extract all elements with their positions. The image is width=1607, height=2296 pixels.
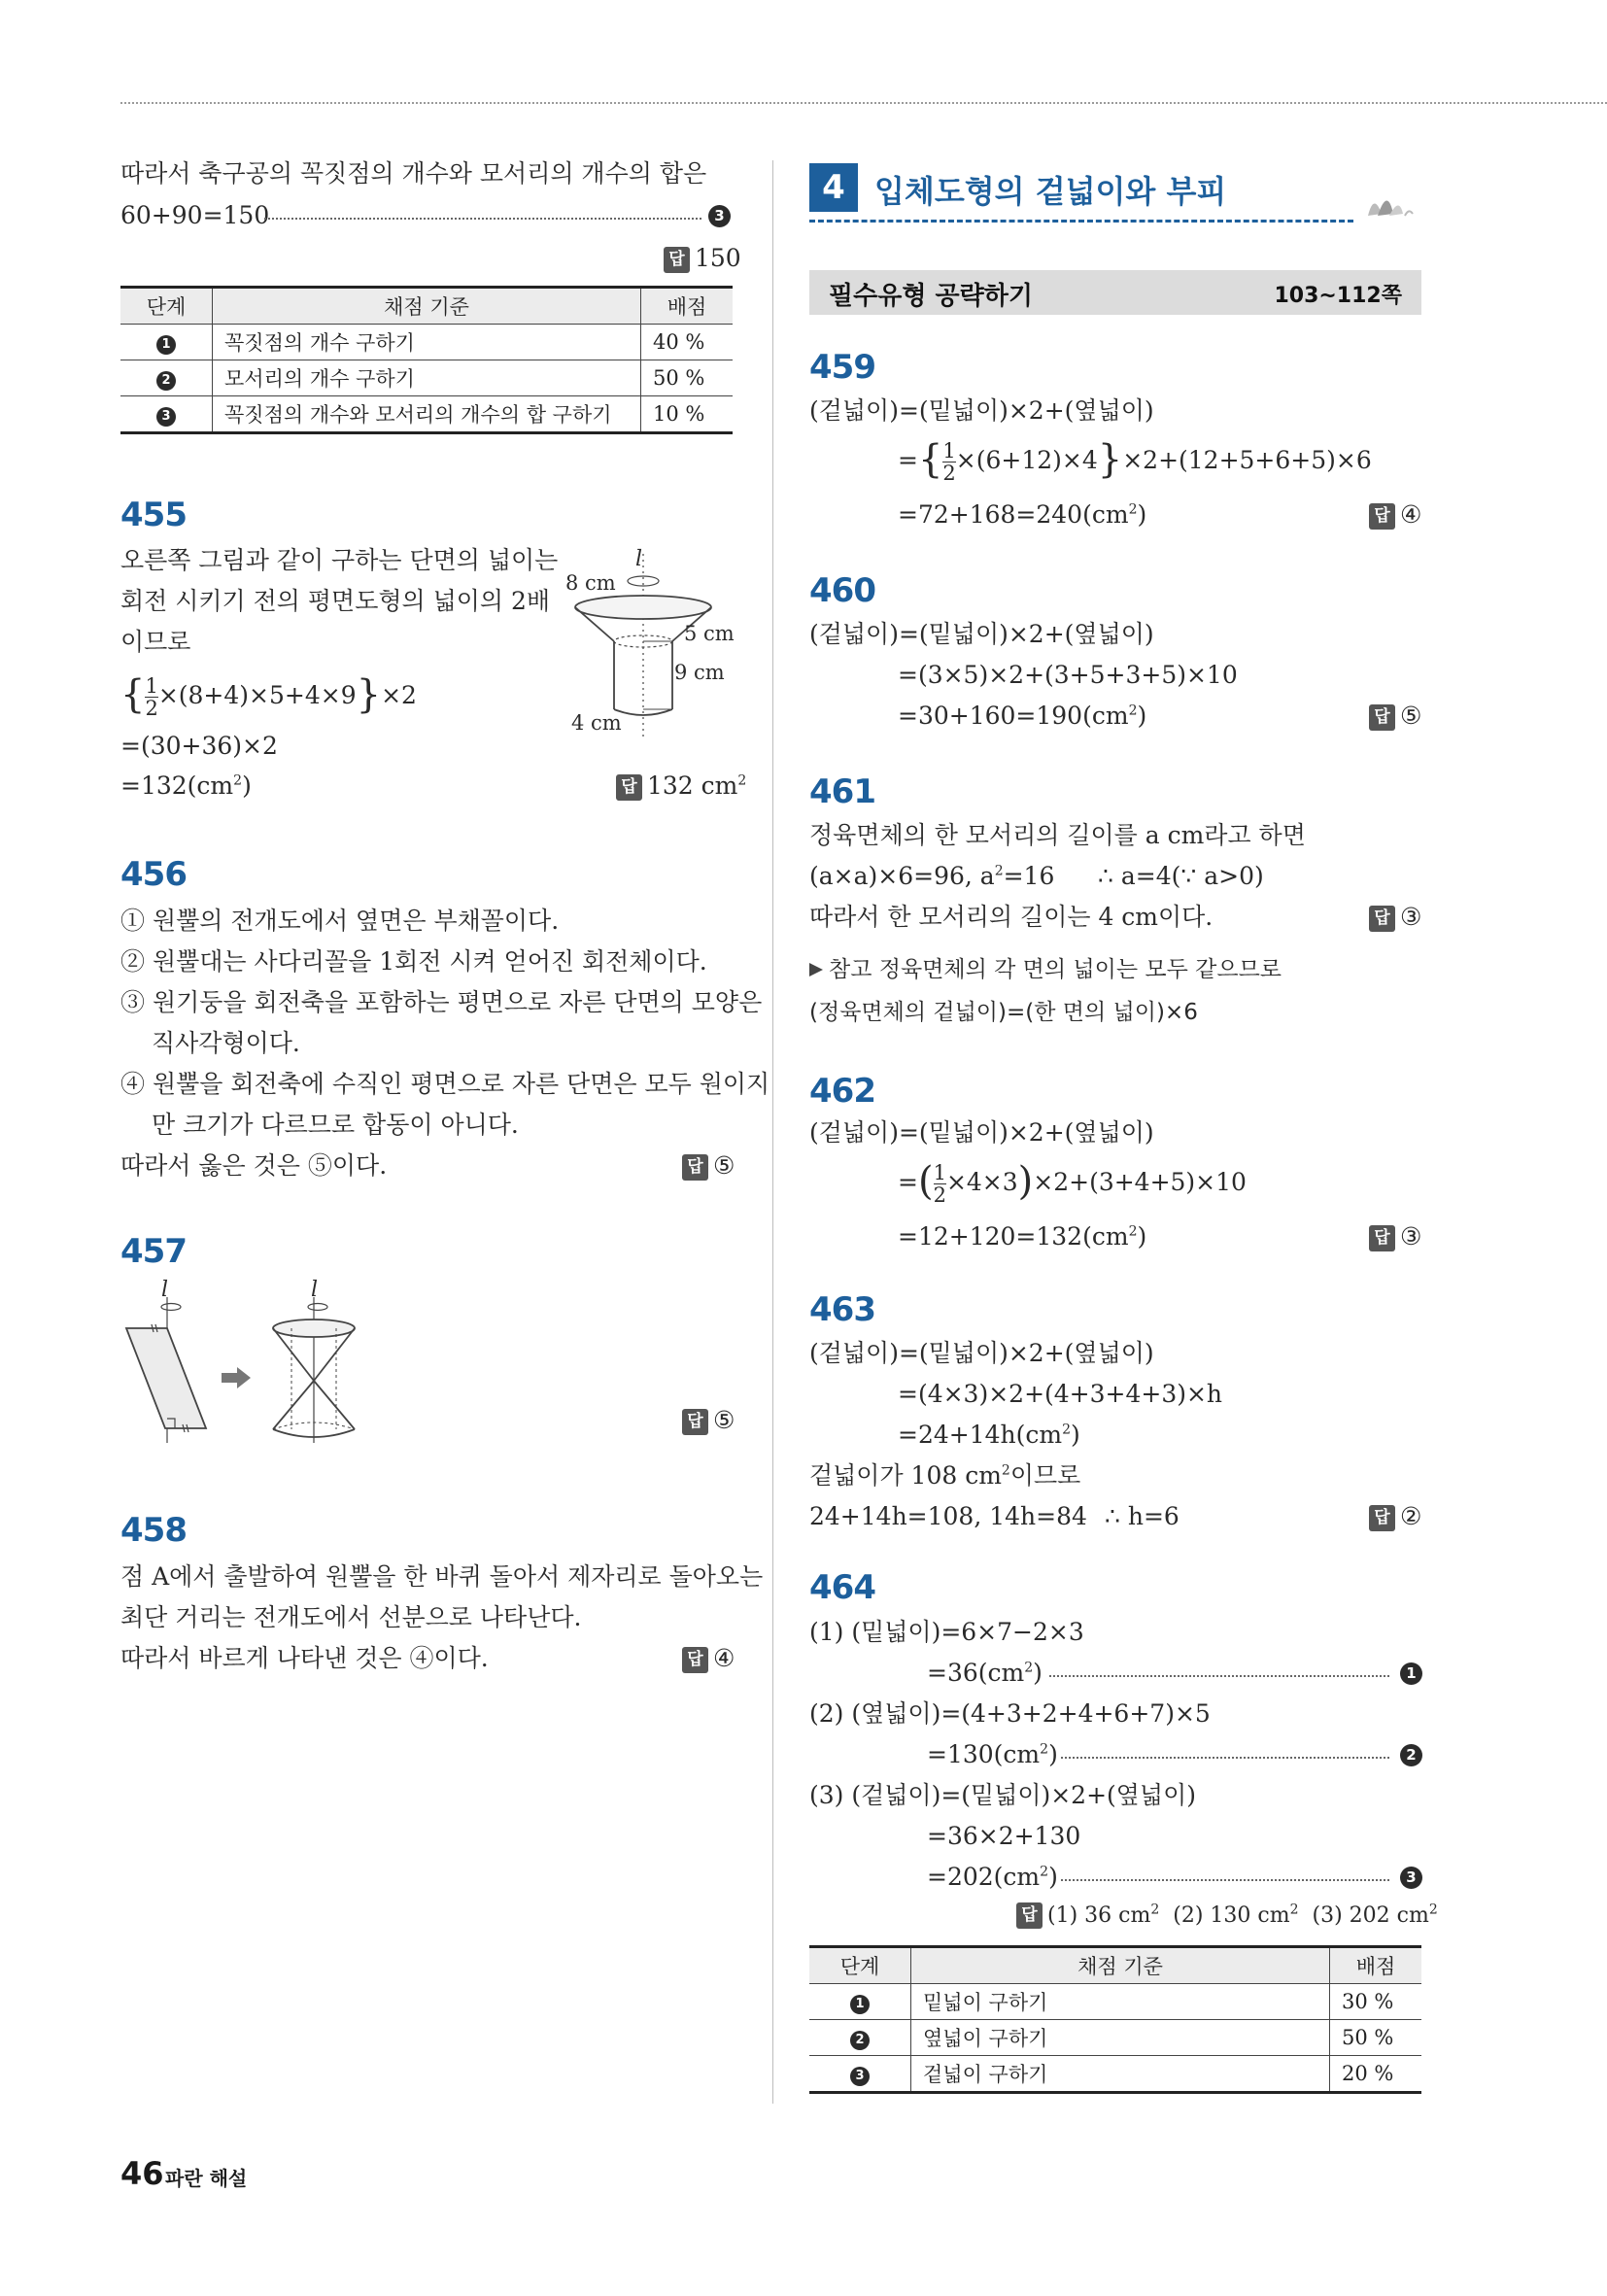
- p459-line3: $=72+168=240(cm^2)$: [898, 500, 1147, 529]
- p462-line3: $=12+120=132(cm^2)$: [898, 1222, 1147, 1251]
- problem-458-number: 458: [120, 1511, 187, 1550]
- p459-line2: ={ $\frac{1}{2}$ ×(6+12)×4}×2+(12+5+6+5)×6: [898, 437, 1372, 485]
- section-title: 입체도형의 겉넓이와 부피: [874, 173, 1227, 210]
- intro-line2: 60+90=150: [120, 201, 270, 229]
- th-criterion: 채점 기준: [213, 288, 641, 325]
- p463-line5: 24+14h=108, 14h=84: [809, 1502, 1087, 1530]
- step-bullet: 3: [850, 2067, 870, 2086]
- leader-dots: [1061, 1879, 1389, 1881]
- criterion-cell: 꼭짓점의 개수 구하기: [213, 325, 641, 360]
- footer-label: 파란 해설: [165, 2167, 248, 2190]
- problem-463-number: 463: [809, 1290, 875, 1329]
- fig455-label-9cm: 9 cm: [674, 661, 725, 684]
- p464-line1: (1) (밑넓이)=6×7−2×3: [809, 1618, 1084, 1646]
- step-bullet: 1: [850, 1995, 870, 2014]
- step-bullet: 2: [156, 371, 176, 391]
- problem-457-number: 457: [120, 1232, 187, 1271]
- p456-line6: 만 크기가 다르므로 합동이 아니다.: [152, 1111, 519, 1139]
- p463-line3: $=24+14h(cm^2)$: [898, 1421, 1080, 1449]
- criterion-cell: 밑넓이 구하기: [911, 1984, 1330, 2020]
- score-cell: 20 %: [1330, 2056, 1422, 2093]
- step-marker-1: 1: [1400, 1662, 1422, 1685]
- p460-line1: (겉넓이)=(밑넓이)×2+(옆넓이): [809, 620, 1154, 648]
- fraction-half: $\frac{1}{2}$: [145, 674, 158, 720]
- p464-line2: $=36(cm^2)$: [927, 1659, 1043, 1687]
- fig457-axis-label-2: l: [311, 1278, 319, 1302]
- section-number: 4: [809, 163, 858, 212]
- problem-459-number: 459: [809, 348, 875, 387]
- top-dotted-rule: [120, 102, 1607, 104]
- p463-line1: (겉넓이)=(밑넓이)×2+(옆넓이): [809, 1339, 1154, 1367]
- scoring-table-1: [120, 286, 733, 434]
- p455-line2: 회전 시키기 전의 평면도형의 넓이의 2배: [120, 587, 551, 615]
- step-marker-3: 3: [1400, 1867, 1422, 1889]
- fig455-label-8cm: 8 cm: [565, 571, 616, 595]
- step-bullet: 2: [850, 2031, 870, 2050]
- answer-455: 답 132 $cm^2$: [616, 771, 746, 802]
- th-criterion: 채점 기준: [911, 1947, 1330, 1984]
- p464-line7: $=202(cm^2)$: [927, 1863, 1058, 1891]
- step-marker-2: 2: [1400, 1744, 1422, 1766]
- answer-tag: 답: [664, 247, 690, 273]
- th-score: 배점: [1330, 1947, 1422, 1984]
- p464-line4: $=130(cm^2)$: [927, 1740, 1058, 1768]
- p456-line5: ④ 원뿔을 회전축에 수직인 평면으로 자른 단면은 모두 원이지: [120, 1070, 770, 1098]
- criterion-cell: 모서리의 개수 구하기: [213, 360, 641, 396]
- p455-line1: 오른쪽 그림과 같이 구하는 단면의 넓이는: [120, 546, 559, 574]
- section-dashed-rule: [809, 220, 1353, 223]
- p464-line5: (3) (겉넓이)=(밑넓이)×2+(옆넓이): [809, 1781, 1196, 1809]
- problem-462-number: 462: [809, 1072, 875, 1111]
- p461-line1: 정육면체의 한 모서리의 길이를 a cm라고 하면: [809, 821, 1306, 849]
- p456-line4: 직사각형이다.: [152, 1029, 300, 1057]
- table-row: [809, 2020, 1421, 2056]
- criterion-cell: 겉넓이 구하기: [911, 2056, 1330, 2093]
- p463-line4: 겉넓이가 108 $cm^2$이므로: [809, 1461, 1081, 1490]
- answer-value: 150: [695, 244, 741, 272]
- p462-line1: (겉넓이)=(밑넓이)×2+(옆넓이): [809, 1118, 1154, 1147]
- table-row: [809, 1984, 1421, 2020]
- answer-462: 답 ③: [1369, 1221, 1421, 1252]
- p464-line3: (2) (옆넓이)=(4+3+2+4+6+7)×5: [809, 1699, 1211, 1728]
- figure-457-rotation: [117, 1297, 408, 1453]
- fig455-axis-label: l: [635, 547, 643, 571]
- problem-456-number: 456: [120, 855, 187, 894]
- step-marker: 3: [708, 205, 731, 227]
- score-cell: 10 %: [641, 396, 734, 433]
- answer-459: 답 ④: [1369, 499, 1421, 531]
- answer-463: 답 ②: [1369, 1501, 1421, 1532]
- score-cell: 50 %: [1330, 2020, 1422, 2056]
- problem-461-number: 461: [809, 772, 875, 811]
- p461-line3: 따라서 한 모서리의 길이는 4 cm이다.: [809, 903, 1214, 931]
- p456-line1: ① 원뿔의 전개도에서 옆면은 부채꼴이다.: [120, 907, 560, 935]
- score-cell: 50 %: [641, 360, 734, 396]
- th-score: 배점: [641, 288, 734, 325]
- fig455-label-5cm: 5 cm: [684, 622, 735, 645]
- problem-460-number: 460: [809, 571, 875, 610]
- leader-dots: [264, 218, 701, 220]
- p460-line3: $=30+160=190(cm^2)$: [898, 702, 1147, 730]
- problem-464-number: 464: [809, 1568, 875, 1607]
- step-bullet: 1: [156, 335, 176, 355]
- table-row: [120, 360, 733, 396]
- criterion-cell: 꼭짓점의 개수와 모서리의 개수의 합 구하기: [213, 396, 641, 433]
- answer-464: 답 (1) 36 $cm^2$ (2) 130 $cm^2$ (3) 202 $cm^2$: [1016, 1901, 1438, 1932]
- p456-line3: ③ 원기둥을 회전축을 포함하는 평면으로 자른 단면의 모양은: [120, 988, 763, 1016]
- band-title: 필수유형 공략하기: [829, 282, 1033, 311]
- p461-line2: (a×a)×6=96, $a^2=16$: [809, 862, 1055, 890]
- answer-456: 답 ⑤: [682, 1150, 735, 1182]
- problem-455-number: 455: [120, 496, 187, 534]
- p456-line7: 따라서 옳은 것은 ⑤이다.: [120, 1151, 388, 1180]
- intro-line1: 따라서 축구공의 꼭짓점의 개수와 모서리의 개수의 합은: [120, 159, 707, 188]
- leader-dots: [1049, 1675, 1389, 1677]
- p460-line2: =(3×5)×2+(3+5+3+5)×10: [898, 661, 1238, 689]
- table-row: [120, 325, 733, 360]
- score-cell: 30 %: [1330, 1984, 1422, 2020]
- answer-460: 답 ⑤: [1369, 701, 1421, 732]
- answer-150: [664, 243, 741, 274]
- p456-line2: ② 원뿔대는 사다리꼴을 1회전 시켜 얻어진 회전체이다.: [120, 947, 707, 976]
- scoring-table-2: [809, 1945, 1421, 2094]
- answer-458: 답 ④: [682, 1643, 735, 1674]
- note-arrow-icon: [809, 963, 823, 977]
- leaf-ornament-icon: [1360, 187, 1419, 225]
- page-number: 46: [120, 2155, 164, 2192]
- fig457-axis-label-1: l: [161, 1278, 169, 1302]
- answer-457: 답 ⑤: [682, 1405, 735, 1436]
- leader-dots: [1061, 1757, 1389, 1759]
- th-step: 단계: [809, 1947, 911, 1984]
- fig455-label-4cm: 4 cm: [571, 711, 622, 735]
- table-row: [809, 2056, 1421, 2093]
- p462-line2: =( $\frac{1}{2}$ ×4×3)×2+(3+4+5)×10: [898, 1159, 1247, 1207]
- score-cell: 40 %: [641, 325, 734, 360]
- table-row: [120, 396, 733, 433]
- p463-line2: =(4×3)×2+(4+3+4+3)×h: [898, 1380, 1223, 1408]
- th-step: 단계: [120, 288, 213, 325]
- p459-line1: (겉넓이)=(밑넓이)×2+(옆넓이): [809, 396, 1154, 425]
- answer-461: 답 ③: [1369, 902, 1421, 933]
- criterion-cell: 옆넓이 구하기: [911, 2020, 1330, 2056]
- p461-note2: (정육면체의 겉넓이)=(한 면의 넓이)×6: [809, 1000, 1198, 1025]
- section-band: [809, 270, 1421, 315]
- p455-line5: =(30+36)×2: [120, 732, 278, 760]
- p458-line2: 최단 거리는 전개도에서 선분으로 나타난다.: [120, 1603, 582, 1631]
- p461-note1: 참고 정육면체의 각 면의 넓이는 모두 같으므로: [809, 954, 1282, 985]
- p463-line5-therefore: ∴ h=6: [1105, 1502, 1180, 1530]
- p455-line6: $=132(cm^2)$: [120, 771, 252, 800]
- p458-line3: 따라서 바르게 나타낸 것은 ④이다.: [120, 1644, 489, 1672]
- p455-line3: 이므로: [120, 628, 191, 656]
- p464-line6: =36×2+130: [927, 1822, 1081, 1850]
- step-bullet: 3: [156, 407, 176, 427]
- p455-line4: { $\frac{1}{2}$ ×(8+4)×5+4×9}×2: [120, 672, 417, 720]
- p461-line2-therefore: ∴ a=4(∵ a>0): [1098, 862, 1264, 890]
- column-divider: [772, 160, 773, 2104]
- band-pages: 103~112쪽: [1274, 284, 1402, 308]
- p458-line1: 점 A에서 출발하여 원뿔을 한 바퀴 돌아서 제자리로 돌아오는: [120, 1562, 764, 1591]
